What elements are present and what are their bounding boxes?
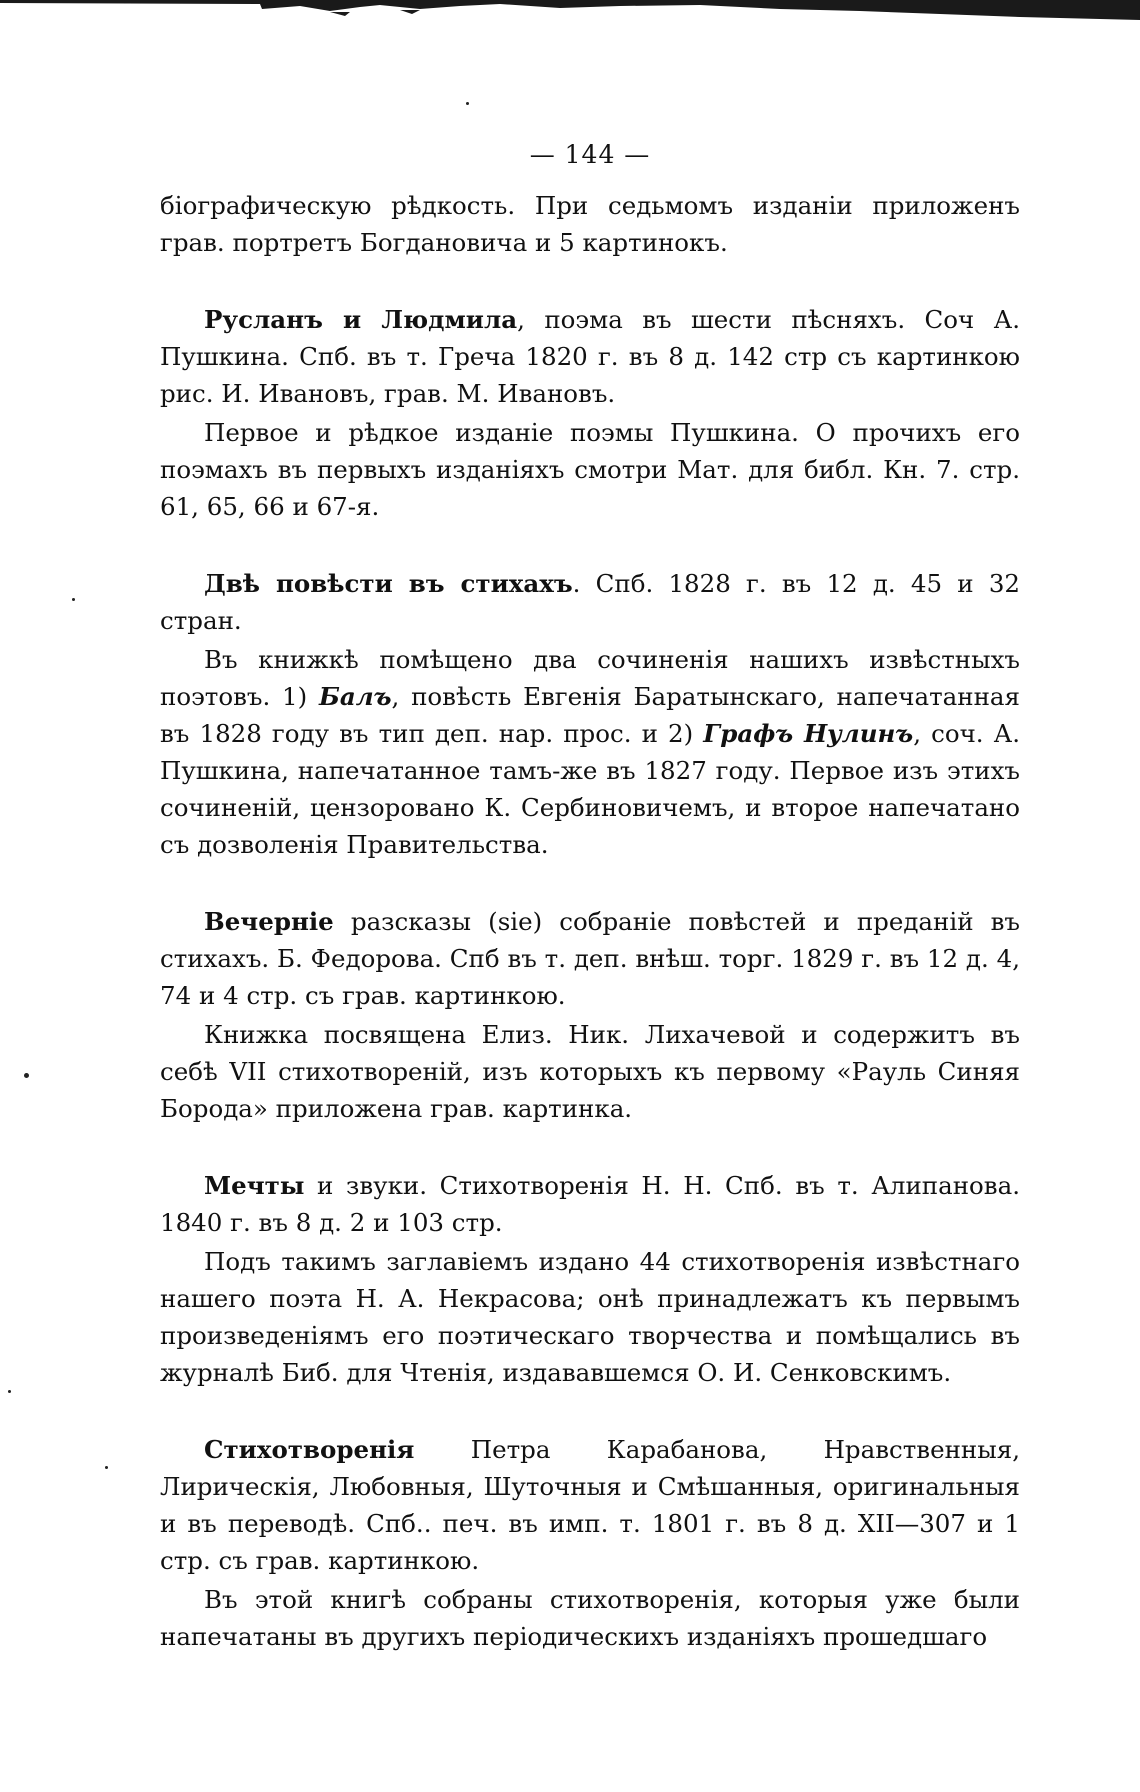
note-part: Въ книжкѣ помѣщено два сочиненiя нашихъ извѣстныхъ поэтовъ. 1) xyxy=(160,645,1020,711)
entry-description xyxy=(160,565,1020,639)
scan-speck xyxy=(8,1390,11,1393)
entry-desc: , поэма въ шести пѣсняхъ. Соч А. Пушкина. Спб. въ т. Греча 1820 г. въ 8 д. 142 стр съ картинкою рис. И. Ивановъ, грав. М. Ивановъ. xyxy=(160,305,1020,408)
entry-description xyxy=(160,903,1020,1014)
bibliography-entry xyxy=(160,301,1020,525)
bibliography-entry xyxy=(160,1431,1020,1655)
entry-description xyxy=(160,301,1020,412)
entry-title: Русланъ и Людмила xyxy=(204,305,518,334)
entry-note xyxy=(160,641,1020,863)
bibliography-entry xyxy=(160,903,1020,1127)
scan-speck xyxy=(24,1073,29,1078)
entry-desc: . Спб. 1828 г. въ 12 д. 45 и 32 стран. xyxy=(160,569,1021,635)
page-number: — 144 — xyxy=(529,140,651,169)
entry-note: Въ этой книгѣ собраны стихотворенiя, которыя уже были напечатаны въ другихъ перiодическихъ изданiяхъ прошедшаго xyxy=(160,1585,1020,1651)
scan-speck xyxy=(105,1466,108,1469)
entry-title: Двѣ повѣсти въ стихахъ xyxy=(204,569,573,598)
entry-title: Вечернiе xyxy=(204,907,334,936)
entry-note: Книжка посвящена Елиз. Ник. Лихачевой и содержитъ въ себѣ VII стихотворенiй, изъ которыхъ къ первому «Рауль Синяя Борода» приложена грав. картинка. xyxy=(160,1020,1020,1123)
intro-entry xyxy=(160,187,1020,261)
entry-desc: Петра Карабанова, Нравственныя, Лирическiя, Любовныя, Шуточныя и Смѣшанныя, оригинальныя и въ переводѣ. Спб.. печ. въ имп. т. 1801 г. въ 8 д. XII—307 и 1 стр. съ грав. картинкою. xyxy=(160,1435,1020,1575)
entry-note: Подъ такимъ заглавiемъ издано 44 стихотворенiя извѣстнаго нашего поэта Н. А. Некрасова; онѣ принадлежатъ къ первымъ произведенiямъ его поэтическаго творчества и помѣщались въ журналѣ Биб. для Чтенiя, издававшемся О. И. Сенковскимъ. xyxy=(160,1247,1020,1387)
work-title: Графъ Нулинъ xyxy=(703,719,914,748)
entry-title: Мечты xyxy=(204,1171,305,1200)
scan-speck xyxy=(466,102,469,105)
entry-note: Первое и рѣдкое изданiе поэмы Пушкина. О прочихъ его поэмахъ въ первыхъ изданiяхъ смотри Мат. для библ. Кн. 7. стр. 61, 65, 66 и 67-я. xyxy=(160,418,1020,521)
scan-edge-artifact xyxy=(0,0,1140,22)
bibliography-entry xyxy=(160,565,1020,863)
entry-description xyxy=(160,1431,1020,1579)
entry-desc: и звуки. Стихотворенiя Н. Н. Спб. въ т. Алипанова. 1840 г. въ 8 д. 2 и 103 стр. xyxy=(160,1171,1020,1237)
page-content xyxy=(160,140,1020,1695)
entry-description xyxy=(160,1167,1020,1241)
bibliography-entry xyxy=(160,1167,1020,1391)
note-part: , повѣсть Евгенiя Баратынскаго, напечатанная въ 1828 году въ тип деп. нар. прос. и 2) xyxy=(160,682,1020,748)
work-title: Балъ xyxy=(318,682,392,711)
note-part: , соч. А. Пушкина, напечатанное тамъ-же въ 1827 году. Первое изъ этихъ сочиненiй, цензоровано К. Сербиновичемъ, и второе напечатано съ дозволенiя Правительства. xyxy=(160,719,1020,859)
scan-speck xyxy=(72,598,75,601)
intro-text: бiографическую рѣдкость. При седьмомъ изданiи приложенъ грав. портретъ Богдановича и 5 картинокъ. xyxy=(160,191,1020,257)
entry-title: Стихотворенiя xyxy=(204,1435,415,1464)
entry-desc: разсказы (sie) собранiе повѣстей и преданiй въ стихахъ. Б. Федорова. Спб въ т. деп. внѣш. торг. 1829 г. въ 12 д. 4, 74 и 4 стр. съ грав. картинкою. xyxy=(160,907,1020,1010)
